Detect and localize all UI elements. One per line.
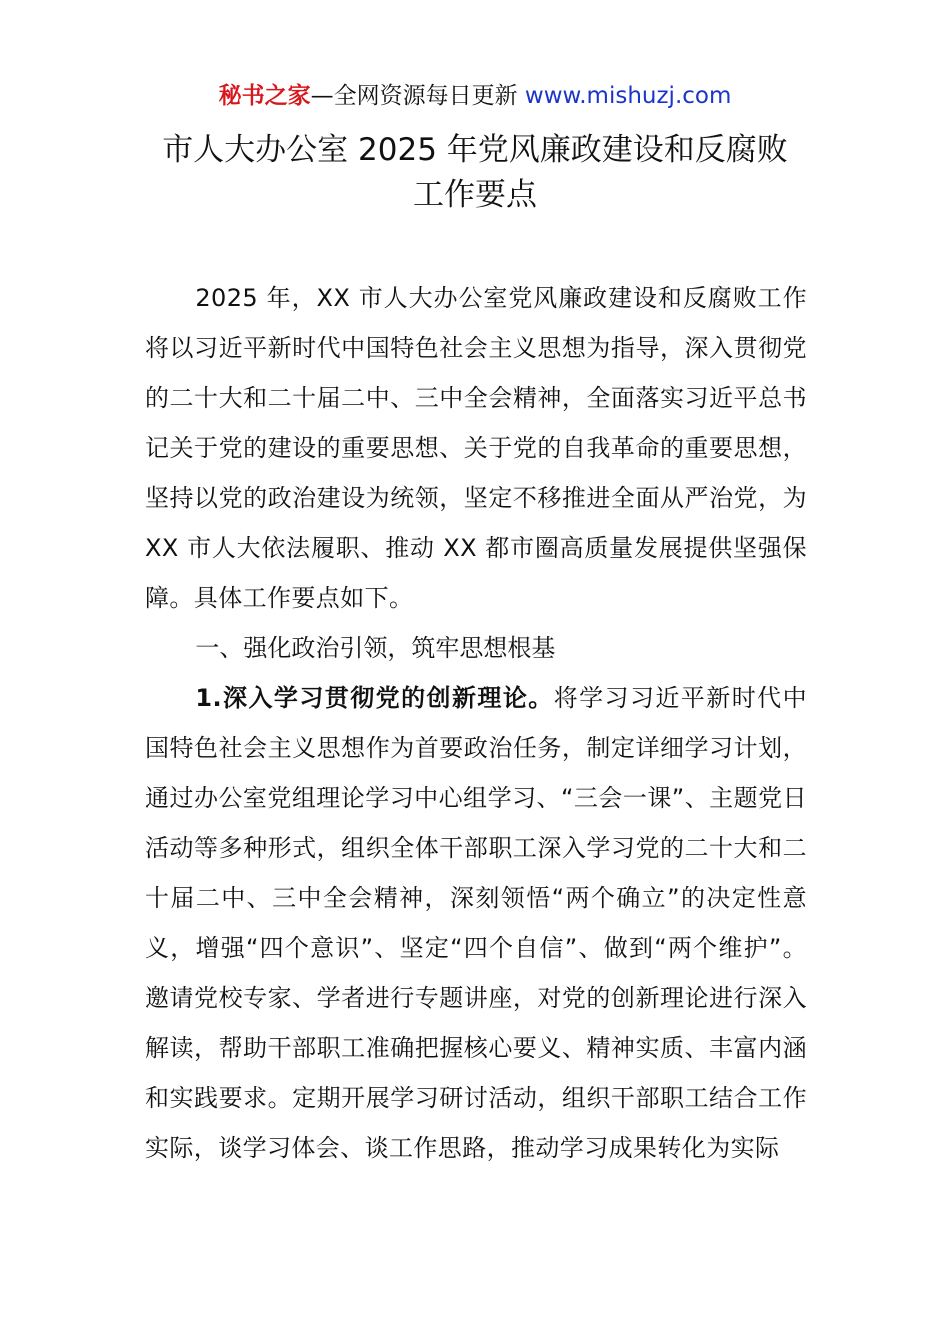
item-1-title: 1.深入学习贯彻党的创新理论。 bbox=[195, 684, 554, 712]
title-line-2: 工作要点 bbox=[413, 177, 537, 213]
banner-tagline: —全网资源每日更新 bbox=[310, 83, 525, 109]
site-banner bbox=[0, 80, 950, 112]
title-line-1: 市人大办公室 2025 年党风廉政建设和反腐败 bbox=[162, 132, 788, 168]
section-1-heading: 一、强化政治引领，筑牢思想根基 bbox=[195, 634, 556, 662]
item-1-body: 将学习习近平新时代中国特色社会主义思想作为首要政治任务，制定详细学习计划，通过办公室党组理论学习中心组学习、“三会一课”、主题党日活动等多种形式，组织全体干部职工深入学习党的二十大和二十届二中、三中全会精神，深刻领悟“两个确立”的决定性意义，增强“四个意识”、坚定“四个自信”、做到“两个维护”。邀请党校专家、学者进行专题讲座，对党的创新理论进行深入解读，帮助干部职工准确把握核心要义、精神实质、丰富内涵和实践要求。定期开展学习研讨活动，组织干部职工结合工作实际，谈学习体会、谈工作思路，推动学习成果转化为实际 bbox=[145, 684, 807, 1162]
document-body bbox=[145, 273, 807, 1173]
brand-name: 秘书之家 bbox=[218, 83, 311, 109]
document-title bbox=[0, 128, 950, 218]
intro-paragraph: 2025 年，XX 市人大办公室党风廉政建设和反腐败工作将以习近平新时代中国特色社会主义思想为指导，深入贯彻党的二十大和二十届二中、三中全会精神，全面落实习近平总书记关于党的建设的重要思想、关于党的自我革命的重要思想，坚持以党的政治建设为统领，坚定不移推进全面从严治党，为 XX 市人大依法履职、推动 XX 都市圈高质量发展提供坚强保障。具体工作要点如下。 bbox=[145, 284, 807, 612]
site-url-link[interactable]: www.mishuzj.com bbox=[524, 83, 732, 109]
item-1-paragraph bbox=[145, 673, 807, 1173]
